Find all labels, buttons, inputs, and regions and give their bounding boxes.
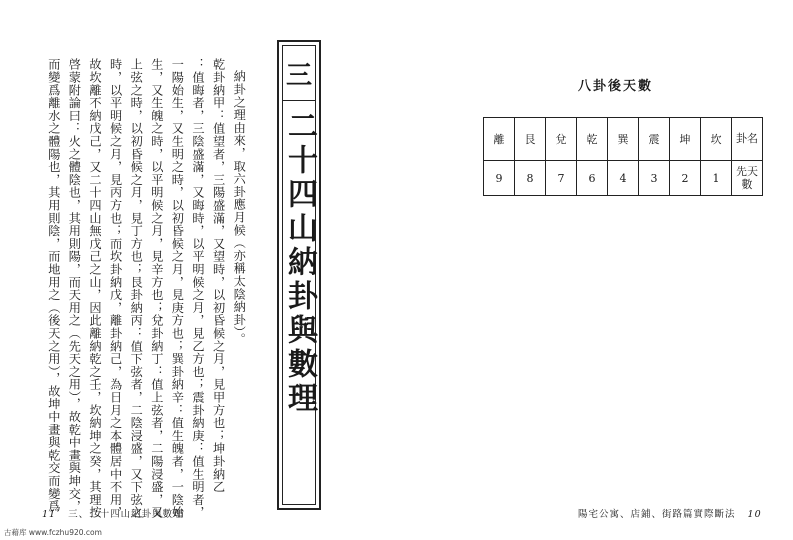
table-cell: 6 (577, 161, 608, 196)
right-running-head: 陽宅公寓、店鋪、街路篇實際斷法 (578, 509, 736, 520)
table-cell: 7 (546, 161, 577, 196)
table-cell: 離 (484, 118, 515, 161)
table-cell: 震 (639, 118, 670, 161)
table-title: 八卦後天數 (578, 79, 654, 94)
row-label-number: 先天數 (732, 161, 763, 196)
right-page-number: 10 (747, 509, 762, 520)
table-cell: 3 (639, 161, 670, 196)
table-cell: 兌 (546, 118, 577, 161)
table-cell: 坎 (701, 118, 732, 161)
table-value-row (484, 161, 763, 196)
text-column: 故坎離不納戊己，又二十四山無戊己之山，因此離納乾之壬，坎納坤之癸，其理按 (88, 58, 102, 519)
text-column: 啓蒙附論曰：火之體陰也，其用則陽，而天用之（先天之用），故乾中畫與坤交， (67, 58, 82, 513)
left-footer (42, 506, 184, 520)
watermark: 古藉库 www.fczhu920.com (4, 528, 102, 537)
trigram-number-table (483, 117, 763, 196)
left-page-number: 11 (42, 509, 57, 520)
left-running-head: 三、二十四山納卦與數理 (68, 509, 184, 520)
right-page (400, 0, 793, 540)
text-column: 生，又生魄之時，以平明候之月，見辛方也；兌卦納丁：值上弦者，二陽浸盛，又 (149, 58, 164, 519)
text-column: 一陽始生，又生明之時，以初昏候之月，見庚方也；巽卦納辛：值生魄者，一陰始 (170, 58, 185, 519)
table-cell: 8 (515, 161, 546, 196)
chapter-number: 三 (283, 46, 315, 101)
table-cell: 乾 (577, 118, 608, 161)
table-cell: 2 (670, 161, 701, 196)
chapter-title-box (277, 40, 321, 510)
text-column: ：值晦者，三陰盛滿，又晦時，以平明候之月，見乙方也；震卦納庚：值生明者， (191, 58, 205, 519)
text-column: 時，以平明候之月，見丙方也；而坎卦納戊，離卦納己，為日月之本體居中不用， (108, 58, 123, 519)
text-column: 納卦之理由來，取六卦應月候（亦稱太陰納卦）。 (232, 70, 247, 346)
table-cell: 1 (701, 161, 732, 196)
text-column: 乾卦納甲：值望者，三陽盛滿，又望時，以初昏候之月，見甲方也；坤卦納乙 (211, 58, 226, 494)
table-cell: 坤 (670, 118, 701, 161)
chapter-title: 二十四山納卦與數理 (282, 110, 317, 416)
row-label-trigram-name: 卦名 (732, 118, 763, 161)
table-cell: 9 (484, 161, 515, 196)
table-cell: 巽 (608, 118, 639, 161)
table-cell: 4 (608, 161, 639, 196)
text-column: 上弦之時，以初昏候之月，見丁方也；艮卦納丙：值下弦者，二陰浸盛，又下弦之 (129, 58, 144, 519)
table-header-row (484, 118, 763, 161)
text-column: 而變爲離水之體陽也，其用則陰，而地用之（後天之用），故坤中畫與乾交而變爲 (46, 58, 61, 513)
table-cell: 艮 (515, 118, 546, 161)
right-footer (578, 506, 762, 520)
